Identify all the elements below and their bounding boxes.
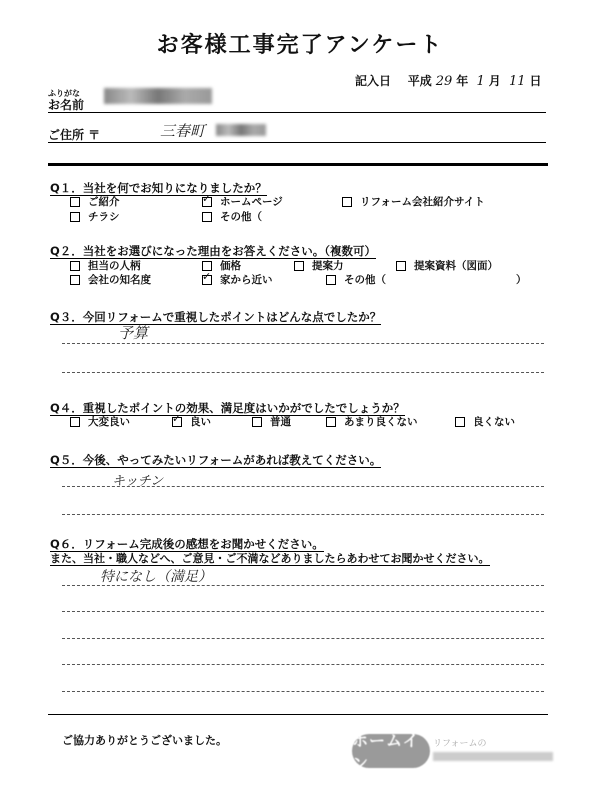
date-label: 記入日 <box>355 74 392 88</box>
answer-line <box>62 514 544 515</box>
q4-option-good[interactable]: ✓ 良い <box>172 414 211 429</box>
q1-option-referral[interactable]: ご紹介 <box>70 194 120 209</box>
q5-text: Q５．今後、やってみたいリフォームがあれば教えてください。 <box>50 453 382 467</box>
answer-line <box>62 585 544 586</box>
checkbox-icon[interactable] <box>342 197 352 207</box>
q2-option-price[interactable]: 価格 <box>202 258 241 273</box>
q2-other-close: ） <box>516 274 527 286</box>
answer-line <box>62 343 544 344</box>
q1-option-referral-site[interactable]: リフォーム会社紹介サイト <box>342 194 485 209</box>
checkbox-icon[interactable] <box>70 417 80 427</box>
q1-option-other[interactable]: その他（ <box>202 209 262 224</box>
answer-line <box>62 691 544 692</box>
q2-option-personality[interactable]: 担当の人柄 <box>70 258 141 273</box>
checkbox-icon[interactable] <box>294 261 304 271</box>
name-label: お名前 <box>48 98 85 112</box>
answer-line <box>62 372 544 373</box>
checkbox-icon[interactable] <box>326 417 336 427</box>
q4-option-very-good[interactable]: 大変良い <box>70 414 130 429</box>
checkbox-icon[interactable] <box>70 212 80 222</box>
q3-text: Q３．今回リフォームで重視したポイントはどんな点でしたか？ <box>50 310 382 324</box>
checkbox-icon[interactable] <box>70 197 80 207</box>
q1-text: Q１．当社を何でお知りになりましたか？ <box>50 181 267 195</box>
day-value[interactable]: 11 <box>508 74 526 89</box>
checkbox-icon[interactable] <box>70 261 80 271</box>
era-label: 平成 <box>407 74 432 88</box>
checkbox-icon[interactable] <box>455 417 465 427</box>
checkbox-checked-icon[interactable] <box>202 197 212 207</box>
q4-option-bad[interactable]: 良くない <box>455 414 515 429</box>
address-value[interactable]: 三春町 <box>160 122 206 140</box>
q6-answer[interactable]: 特になし（満足） <box>100 569 212 585</box>
company-logo: ホームイン <box>352 734 430 768</box>
answer-line <box>62 611 544 612</box>
year-value[interactable]: 29 <box>435 74 453 89</box>
answer-line <box>62 664 544 665</box>
q5-answer[interactable]: キッチン <box>112 474 164 489</box>
year-unit: 年 <box>456 74 469 88</box>
page-title: お客様工事完了アンケート <box>156 33 444 58</box>
q2-option-materials[interactable]: 提案資料（図面） <box>396 258 498 273</box>
q2-option-proposal[interactable]: 提案力 <box>294 258 344 273</box>
checkbox-icon[interactable] <box>202 212 212 222</box>
q6-text-2: また、当社・職人などへ、ご意見・ご不満などありましたらあわせてお聞かせください。 <box>50 552 490 565</box>
checkbox-checked-icon[interactable] <box>202 275 212 285</box>
footer-divider <box>48 714 548 715</box>
q2-option-reputation[interactable]: 会社の知名度 <box>70 272 151 287</box>
q3-answer[interactable]: 予算 <box>118 324 149 342</box>
q1-option-flyer[interactable]: チラシ <box>70 209 120 224</box>
checkbox-icon[interactable] <box>326 275 336 285</box>
thanks-text: ご協力ありがとうございました。 <box>62 734 227 747</box>
section-divider <box>48 163 548 166</box>
month-value[interactable]: 1 <box>476 74 485 89</box>
checkbox-icon[interactable] <box>70 275 80 285</box>
q2-option-nearby[interactable]: ✓ 家から近い <box>202 272 273 287</box>
day-unit: 日 <box>529 74 542 88</box>
checkbox-checked-icon[interactable] <box>172 417 182 427</box>
answer-line <box>62 486 544 487</box>
q2-option-other[interactable]: その他（ <box>326 272 386 287</box>
checkbox-icon[interactable] <box>396 261 406 271</box>
furigana-label: ふりがな <box>48 89 80 98</box>
q6-text: Q６．リフォーム完成後の感想をお聞かせください。 <box>50 537 324 551</box>
month-unit: 月 <box>488 74 501 88</box>
address-redacted <box>216 124 266 136</box>
answer-line <box>62 638 544 639</box>
date-entry <box>355 72 542 89</box>
checkbox-icon[interactable] <box>252 417 262 427</box>
q1-option-homepage[interactable]: ✓ ホームページ <box>202 194 283 209</box>
q4-option-not-good[interactable]: あまり良くない <box>326 414 418 429</box>
name-redacted <box>104 88 212 104</box>
q4-option-average[interactable]: 普通 <box>252 414 291 429</box>
q2-text: Q２．当社をお選びになった理由をお答えください。（複数可） <box>50 244 377 258</box>
name-underline <box>48 112 546 113</box>
address-label: ご住所 〒 <box>48 128 101 142</box>
logo-subtitle: リフォームの <box>433 738 553 761</box>
address-underline <box>48 142 546 143</box>
q4-text: Q４．重視したポイントの効果、満足度はいかがでしたでしょうか？ <box>50 401 405 415</box>
